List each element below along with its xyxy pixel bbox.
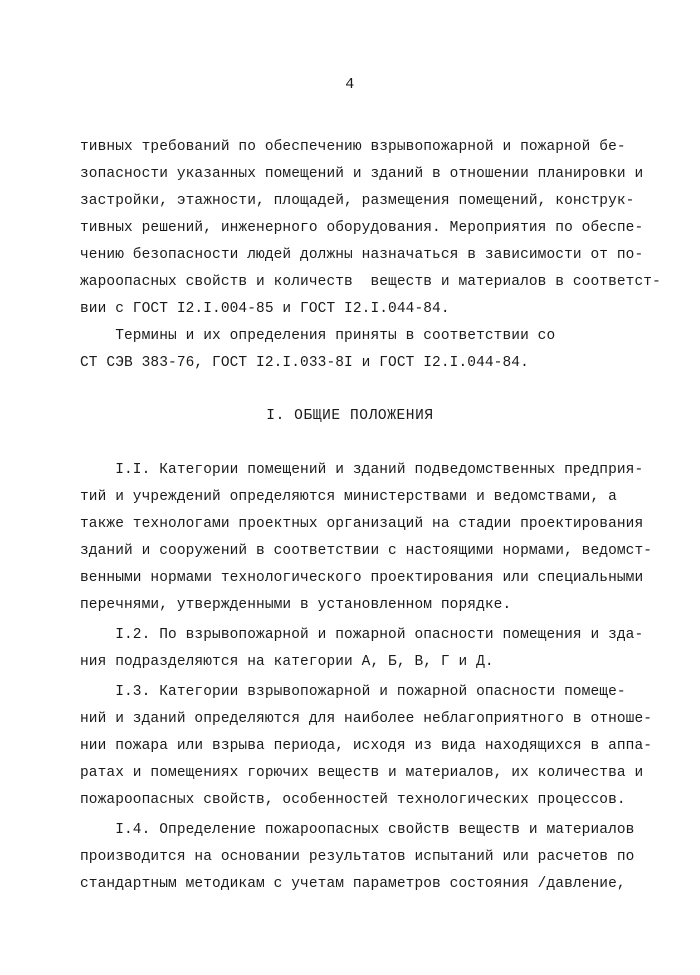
text-line: тивных решений, инженерного оборудования. Мероприятия по обеспе- — [80, 220, 644, 236]
text-line: ния подразделяются на категории А, Б, В, Г и Д. — [80, 654, 494, 670]
text-line: пожароопасных свойств, особенностей технологических процессов. — [80, 792, 626, 808]
page-number: 4 — [345, 76, 355, 93]
text-line: жароопасных свойств и количеств веществ и материалов в соответст- — [80, 274, 661, 290]
text-line: нии пожара или взрыва периода, исходя из вида находящихся в аппа- — [80, 738, 653, 754]
text-line: также технологами проектных организаций на стадии проектирования — [80, 516, 644, 532]
section-heading: I. ОБЩИЕ ПОЛОЖЕНИЯ — [266, 408, 434, 424]
text-line: I.3. Категории взрывопожарной и пожарной опасности помеще- — [80, 684, 626, 700]
text-line: чению безопасности людей должны назначаться в зависимости от по- — [80, 247, 644, 263]
text-line: I.I. Категории помещений и зданий подведомственных предприя- — [80, 462, 644, 478]
text-line: производится на основании результатов испытаний или расчетов по — [80, 849, 635, 865]
text-line: Термины и их определения приняты в соответствии со — [80, 328, 556, 344]
text-line: венными нормами технологического проектирования или специальными — [80, 570, 644, 586]
text-line: зопасности указанных помещений и зданий в отношении планировки и — [80, 166, 644, 182]
text-line: вии с ГОСТ I2.I.004-85 и ГОСТ I2.I.044-84. — [80, 301, 450, 317]
text-line: застройки, этажности, площадей, размещения помещений, конструк- — [80, 193, 635, 209]
text-line: тий и учреждений определяются министерствами и ведомствами, а — [80, 489, 617, 505]
text-line: стандартным методикам с учетам параметров состояния /давление, — [80, 876, 626, 892]
text-line: тивных требований по обеспечению взрывопожарной и пожарной бе- — [80, 139, 626, 155]
text-line: ратах и помещениях горючих веществ и материалов, их количества и — [80, 765, 644, 781]
text-line: I.2. По взрывопожарной и пожарной опасности помещения и зда- — [80, 627, 644, 643]
text-line: перечнями, утвержденными в установленном порядке. — [80, 597, 512, 613]
text-line: I.4. Определение пожароопасных свойств веществ и материалов — [80, 822, 635, 838]
text-line: ний и зданий определяются для наиболее неблагоприятного в отноше- — [80, 711, 653, 727]
text-line: зданий и сооружений в соответствии с настоящими нормами, ведомст- — [80, 543, 653, 559]
text-line: СТ СЭВ 383-76, ГОСТ I2.I.033-8I и ГОСТ I2.I.044-84. — [80, 355, 529, 371]
